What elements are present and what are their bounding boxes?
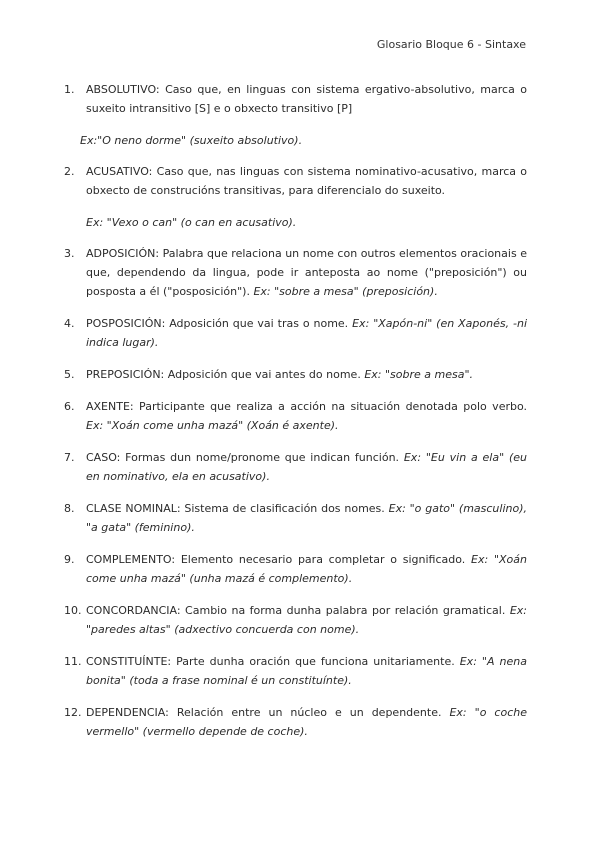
glossary-entry [64, 703, 527, 741]
glossary-entry [64, 244, 527, 301]
entry-example: Ex: "Xoán come unha mazá" (Xoán é axente). [86, 419, 339, 432]
glossary-entry [64, 162, 527, 200]
entry-term: CONCORDANCIA: [86, 604, 181, 617]
entry-example: Ex: "Xapón-ni" (en Xaponés, -ni indica lugar). [86, 317, 528, 349]
entry-example: Ex: "Vexo o can" (o can en acusativo). [86, 216, 297, 229]
page-header: Glosario Bloque 6 - Sintaxe [376, 38, 526, 51]
entry-term: ABSOLUTIVO: [86, 83, 160, 96]
entry-example: Ex: "o coche vermello" (vermello depende de coche). [86, 706, 527, 738]
entry-term: CONSTITUÍNTE: [86, 655, 172, 668]
entry-number: 12. [64, 706, 82, 719]
glossary-entry [64, 550, 527, 588]
entry-definition: Caso que, en linguas con sistema ergativo-absolutivo, marca o suxeito intransitivo [S] e o obxecto transitivo [P] [86, 83, 527, 115]
entry-number: 2. [64, 165, 75, 178]
entry-number: 8. [64, 502, 75, 515]
entry-definition: Sistema de clasificación dos nomes. [180, 502, 389, 515]
entry-definition: Palabra que relaciona un nome con outros elementos oracionais e que, dependendo da lingua, pode ir anteposta ao nome ("preposición") ou posposta a él ("posposición"). [86, 247, 527, 298]
entry-number: 6. [64, 400, 75, 413]
glossary-entry [64, 365, 527, 384]
entry-number: 5. [64, 368, 75, 381]
entry-definition: Caso que, nas linguas con sistema nominativo-acusativo, marca o obxecto de construcións transitivas, para diferencialo do suxeito. [86, 165, 527, 197]
entry-term: AXENTE: [86, 400, 134, 413]
entry-term: CASO: [86, 451, 121, 464]
entry-example: Ex:"O neno dorme" (suxeito absolutivo). [80, 134, 303, 147]
glossary-list [64, 80, 527, 754]
entry-term: ACUSATIVO: [86, 165, 153, 178]
entry-term: COMPLEMENTO: [86, 553, 176, 566]
glossary-entry [64, 652, 527, 690]
entry-term: POSPOSICIÓN: [86, 317, 166, 330]
entry-definition: Formas dun nome/pronome que indican función. [120, 451, 404, 464]
glossary-entry [64, 499, 527, 537]
entry-definition: Adposición que vai antes do nome. [164, 368, 365, 381]
entry-number: 9. [64, 553, 75, 566]
entry-term: PREPOSICIÓN: [86, 368, 165, 381]
entry-number: 4. [64, 317, 75, 330]
entry-number: 10. [64, 604, 82, 617]
glossary-entry [64, 601, 527, 639]
glossary-entry [64, 397, 527, 435]
entry-definition: Adposición que vai tras o nome. [165, 317, 353, 330]
glossary-entry [64, 448, 527, 486]
entry-definition: Participante que realiza a acción na situación denotada polo verbo. [133, 400, 527, 413]
entry-term: DEPENDENCIA: [86, 706, 169, 719]
entry-example: Ex: "sobre a mesa" (preposición). [253, 285, 438, 298]
entry-definition: Parte dunha oración que funciona unitariamente. [171, 655, 460, 668]
entry-example: Ex: "Xoán come unha mazá" (unha mazá é complemento). [86, 553, 527, 585]
glossary-entry [64, 314, 527, 352]
entry-term: ADPOSICIÓN: [86, 247, 160, 260]
entry-definition: Elemento necesario para completar o significado. [175, 553, 472, 566]
entry-number: 11. [64, 655, 82, 668]
entry-number: 7. [64, 451, 75, 464]
entry-example: Ex: "A nena bonita" (toda a frase nominal é un constituínte). [86, 655, 527, 687]
entry-example: Ex: "Eu vin a ela" (eu en nominativo, ela en acusativo). [86, 451, 527, 483]
entry-number: 1. [64, 83, 75, 96]
entry-definition: Relación entre un núcleo e un dependente. [168, 706, 450, 719]
entry-term: CLASE NOMINAL: [86, 502, 181, 515]
glossary-entry [64, 80, 527, 118]
entry-example: Ex: "sobre a mesa". [364, 368, 474, 381]
entry-number: 3. [64, 247, 75, 260]
entry-definition: Cambio na forma dunha palabra por relación gramatical. [180, 604, 510, 617]
entry-example: Ex: "o gato" (masculino), "a gata" (feminino). [86, 502, 527, 534]
entry-example: Ex: "paredes altas" (adxectivo concuerda con nome). [86, 604, 527, 636]
